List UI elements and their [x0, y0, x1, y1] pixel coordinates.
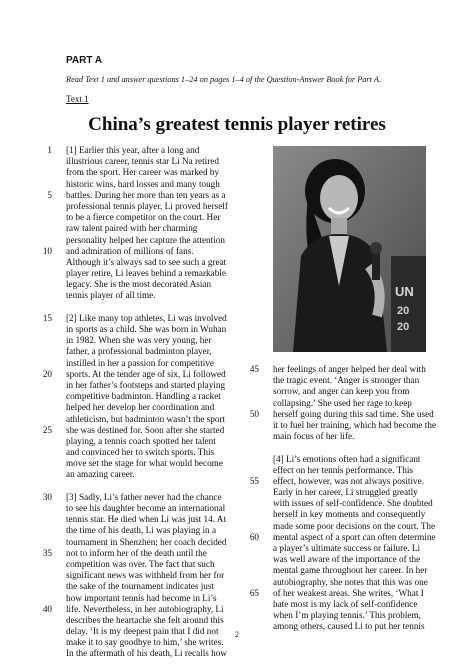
article-photo — [273, 146, 426, 352]
paragraph-gap — [66, 302, 266, 313]
article-right-column — [273, 364, 437, 633]
text-line: and admiration of millions of fans. — [66, 245, 194, 256]
text-line: Although it’s always sad to see such a great — [66, 256, 227, 267]
text-line: with issues of self-confidence. She doubted — [273, 498, 433, 509]
left-line-number: 15 — [42, 313, 52, 323]
text-line: mental game throughout her career. In her — [273, 565, 428, 576]
text-line: autobiography, she notes that this was one — [273, 576, 428, 587]
text-line: delay. ‘It is my deepest pain that I did not — [66, 626, 219, 637]
text-line: [3] Sadly, Li’s father never had the chance — [66, 491, 222, 502]
text-line: when I’m playing tennis.’ This problem, — [273, 610, 421, 621]
text-line: she was destined for. Soon after she started — [66, 424, 225, 435]
text-line: mental aspect of a sport can often determine — [273, 531, 436, 542]
text-line: father, a professional badminton player, — [66, 346, 212, 357]
text-line: how important tennis had become in Li’s — [66, 592, 217, 603]
left-line-number: 5 — [47, 189, 52, 200]
left-line-number: 30 — [42, 492, 52, 503]
article-left-column — [66, 145, 266, 660]
text-line: illustrious career, tennis star Li Na retired — [66, 156, 219, 167]
text-line: from the sport. Her career was marked by — [66, 167, 220, 178]
svg-text:UN: UN — [395, 284, 414, 299]
article-title: China’s greatest tennis player retires — [88, 114, 386, 135]
part-heading: PART A — [66, 55, 103, 66]
text-line: tournament in Shenzhen; her coach decided — [66, 536, 227, 547]
text-line: in 1982. When she was very young, her — [66, 335, 212, 346]
text-line: the time of his death, Li was playing in a — [66, 525, 217, 536]
text-line: In the aftermath of his death, Li recalls how — [66, 648, 227, 659]
text-line: raw talent paired with her charming — [66, 223, 198, 234]
text-line: her feelings of anger helped her deal with — [273, 364, 426, 374]
text-line: in sports as a child. She was born in Wuhan — [66, 324, 227, 334]
text-line: it to fuel her training, which had become the — [273, 419, 437, 430]
text-line: competition was over. The fact that such — [66, 558, 215, 569]
text-line: competitive badminton. Handling a racket — [66, 391, 221, 402]
left-line-number: 25 — [42, 425, 52, 435]
text-line: [4] Li’s emotions often had a significant — [273, 453, 421, 464]
svg-text:20: 20 — [397, 305, 410, 317]
text-line: herself going during this sad time. She used — [273, 408, 434, 419]
right-line-number: 55 — [249, 476, 259, 486]
text-line: effect, however, was not always positive. — [273, 475, 425, 486]
text-line: [2] Like many top athletes, Li was involved — [66, 312, 227, 323]
text-line: professional tennis player, Li proved herself — [66, 200, 228, 211]
right-line-number: 45 — [249, 364, 259, 374]
text-line: instilled in her a passion for competitive — [66, 357, 214, 368]
text-line: helped her develop her coordination and — [66, 402, 215, 413]
photo-illustration — [273, 146, 426, 352]
text-line: not to inform her of the death until the — [66, 547, 207, 558]
text-line: herself in key moments and consequently — [273, 509, 426, 520]
text-line: battles. During her more than ten years as a — [66, 189, 226, 200]
text-line: life. Nevertheless, in her autobiography, Li — [66, 603, 224, 614]
text-line: move set the stage for what would become — [66, 458, 223, 469]
text-line: personality helped her capture the attention — [66, 234, 225, 245]
text-line: to see his daughter become an international — [66, 503, 226, 513]
text-line: player retire, Li leaves behind a remarkable — [66, 268, 226, 279]
text-line: sports. At the tender age of six, Li followed — [66, 368, 226, 379]
text-line: the sake of the tournament indicates just — [66, 581, 214, 592]
text-line: playing, a tennis coach spotted her talent — [66, 435, 216, 446]
text-line: make it to say goodbye to him,’ she writes. — [66, 637, 224, 648]
text-line: a player’s ultimate success or failure. Li — [273, 543, 421, 553]
paragraph-gap — [66, 481, 266, 492]
text-line: main focus of her life. — [273, 431, 355, 442]
text-line: of her weakest areas. She writes, ‘What I — [273, 587, 424, 598]
right-line-number: 65 — [249, 588, 259, 598]
left-line-number: 35 — [42, 548, 52, 559]
left-line-number: 40 — [42, 604, 52, 615]
text-line: and convinced her to switch sports. This — [66, 447, 215, 458]
text-line: significant news was withheld from her for — [66, 570, 225, 581]
text-line: collapsing.’ She used her rage to keep — [273, 397, 412, 408]
text-line: Early in her career, Li struggled greatly — [273, 487, 418, 498]
text-line: hate most is my lack of self-confidence — [273, 598, 418, 609]
text-line: [1] Earlier this year, after a long and — [66, 145, 200, 155]
svg-text:20: 20 — [397, 321, 410, 333]
instructions: Read Text 1 and answer questions 1–24 on pages 1–4 of the Question-Answer Book for Part A. — [66, 75, 382, 84]
left-line-number: 1 — [47, 145, 52, 155]
right-line-number: 50 — [249, 408, 259, 419]
text-line: tennis star. He died when Li was just 14. At — [66, 514, 226, 525]
text-line: was well aware of the importance of the — [273, 554, 421, 565]
text-line: an amazing career. — [66, 469, 135, 480]
left-line-number: 20 — [42, 369, 52, 379]
text-line: the tragic event. ‘Anger is stronger than — [273, 375, 420, 386]
text-line: in her father’s footsteps and started playing — [66, 379, 226, 390]
right-line-number: 60 — [249, 532, 259, 542]
text-line: tennis player of all time. — [66, 290, 156, 301]
text-line: to be a fierce competitor on the court. Her — [66, 212, 221, 223]
text-label: Text 1 — [66, 94, 89, 104]
paragraph-gap — [273, 442, 425, 453]
left-line-number: 10 — [42, 245, 52, 256]
text-line: sorrow, and anger can keep you from — [273, 386, 410, 397]
text-line: athleticism, but badminton wasn’t the sport — [66, 413, 226, 424]
text-line: describes the heartache she felt around this — [66, 614, 224, 625]
text-line: among others, caused Li to put her tennis — [273, 621, 425, 632]
text-line: effect on her tennis performance. This — [273, 464, 413, 475]
text-line: historic wins, hard losses and many tough — [66, 178, 220, 189]
page-number: 2 — [235, 630, 239, 639]
text-line: made some poor decisions on the court. The — [273, 520, 436, 531]
text-line: legacy. She is the most decorated Asian — [66, 279, 212, 290]
